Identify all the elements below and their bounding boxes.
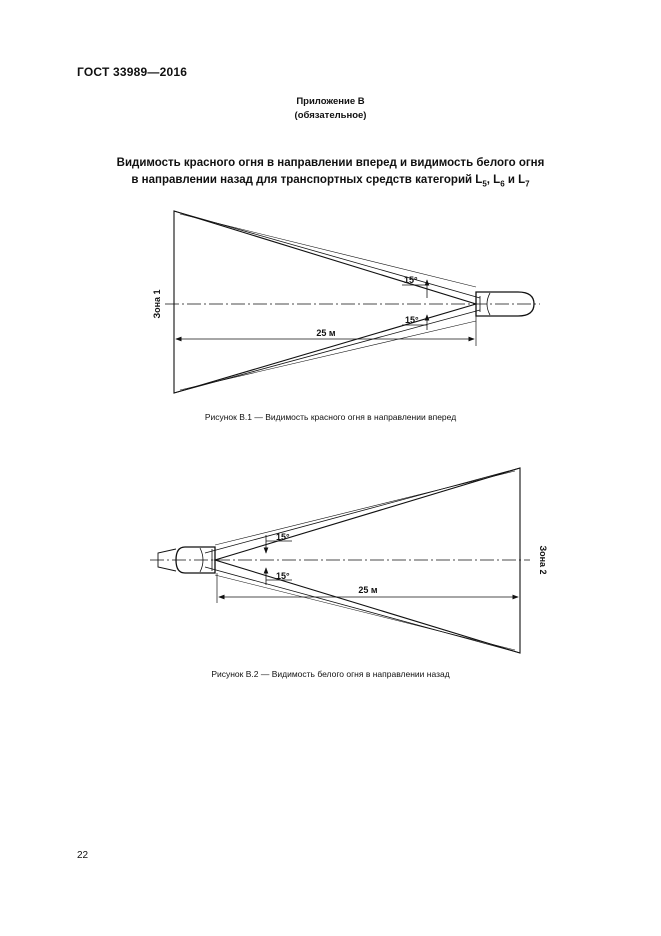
figure-1-caption: Рисунок В.1 — Видимость красного огня в направлении вперед [204,412,457,422]
angle-top-label-2: 15° [276,532,290,542]
angle-top-label-1: 15° [404,275,418,285]
ray-bottom-2 [205,567,520,653]
zone-2-label: Зона 2 [538,545,548,575]
title-line-1: Видимость красного огня в направлении вперед и видимость белого огня [116,157,545,169]
standard-designation: ГОСТ 33989—2016 [77,65,188,79]
ray-top-2 [205,468,520,553]
ray-top-1b [180,214,476,287]
annex-type: (обязательное) [294,110,367,121]
angle-bottom-label-1: 15° [405,315,419,325]
figure-1-drawing [165,211,540,393]
annex-label: Приложение В [296,96,365,107]
distance-label-1: 25 м [316,328,336,338]
distance-label-2: 25 м [358,585,378,595]
vehicle-nose-1 [487,293,490,315]
title-line-2: в направлении назад для транспортных средств категорий $L_5$, $L_6$ и $L_7$ [131,174,530,189]
zone-1-label: Зона 1 [152,289,162,319]
ray-top-2b [215,471,515,545]
visibility-zone-1 [174,211,476,393]
page-number: 22 [77,850,89,861]
angle-bottom-label-2: 15° [276,571,290,581]
figure-2-caption: Рисунок В.2 — Видимость белого огня в направлении назад [211,669,450,679]
figure-2-drawing [150,468,530,653]
visibility-zone-2 [215,468,520,653]
